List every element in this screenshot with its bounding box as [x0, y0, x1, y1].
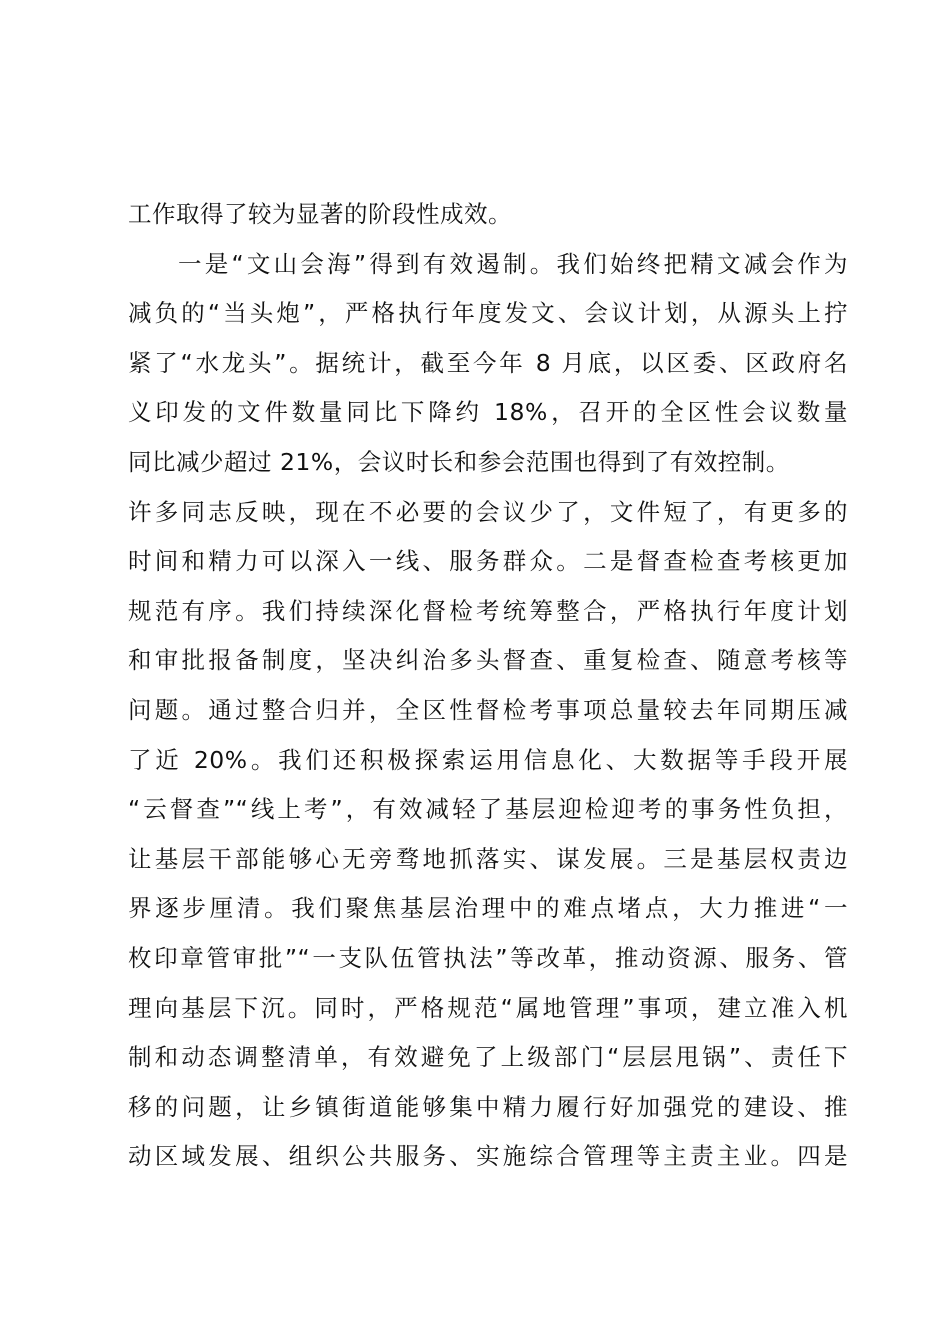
text-line: 让基层干部能够心无旁骛地抓落实、谋发展。三是基层权责边	[128, 844, 848, 873]
text-line: 义印发的文件数量同比下降约 18%，召开的全区性会议数量	[128, 398, 848, 427]
text-line: 减负的“当头炮”，严格执行年度发文、会议计划，从源头上拧	[128, 299, 848, 328]
text-line: 移的问题，让乡镇街道能够集中精力履行好加强党的建设、推	[128, 1092, 848, 1121]
text-line: 同比减少超过 21%，会议时长和参会范围也得到了有效控制。	[128, 447, 790, 476]
text-line: 理向基层下沉。同时，严格规范“属地管理”事项，建立准入机	[128, 993, 848, 1022]
text-line: 工作取得了较为显著的阶段性成效。	[128, 200, 512, 228]
text-line: 许多同志反映，现在不必要的会议少了，文件短了，有更多的	[128, 497, 848, 526]
body-text	[128, 190, 848, 1182]
text-line: 界逐步厘清。我们聚焦基层治理中的难点堵点，大力推进“一	[128, 894, 848, 923]
text-line-paragraph-start: 一是“文山会海”得到有效遏制。我们始终把精文减会作为	[178, 249, 848, 278]
text-line: 时间和精力可以深入一线、服务群众。二是督查检查考核更加	[128, 547, 848, 576]
text-line: 紧了“水龙头”。据统计，截至今年 8 月底，以区委、区政府名	[128, 348, 848, 377]
text-line: 枚印章管审批”“一支队伍管执法”等改革，推动资源、服务、管	[128, 943, 848, 972]
text-line: 动区域发展、组织公共服务、实施综合管理等主责主业。四是	[128, 1142, 848, 1171]
text-line: 问题。通过整合归并，全区性督检考事项总量较去年同期压减	[128, 695, 848, 724]
text-line: 了近 20%。我们还积极探索运用信息化、大数据等手段开展	[128, 745, 848, 774]
text-line: “云督查”“线上考”，有效减轻了基层迎检迎考的事务性负担，	[128, 795, 848, 824]
text-line: 和审批报备制度，坚决纠治多头督查、重复检查、随意考核等	[128, 646, 848, 675]
text-line: 制和动态调整清单，有效避免了上级部门“层层甩锅”、责任下	[128, 1043, 848, 1072]
text-line: 规范有序。我们持续深化督检考统筹整合，严格执行年度计划	[128, 596, 848, 625]
